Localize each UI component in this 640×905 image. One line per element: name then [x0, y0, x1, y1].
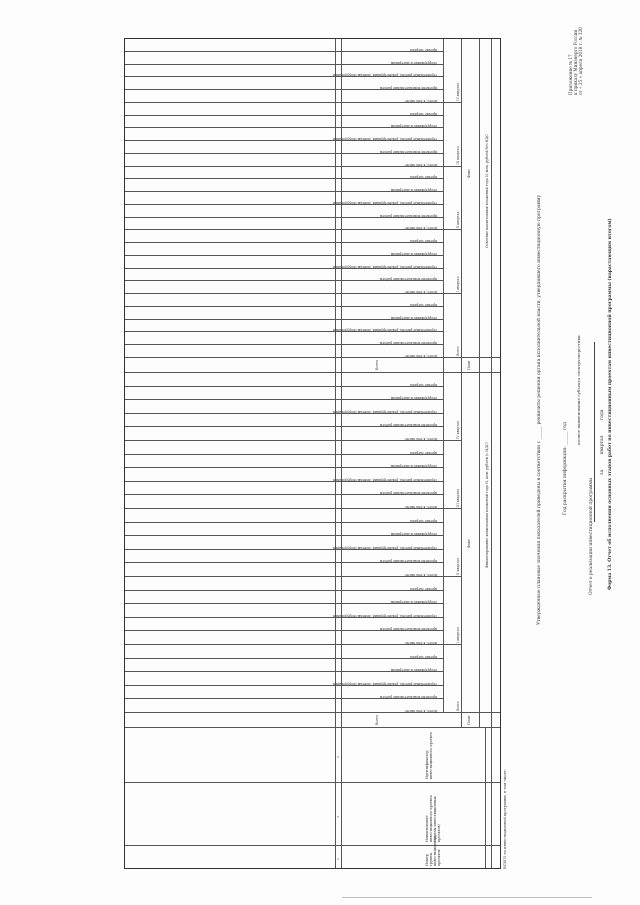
- col-divider: [125, 782, 500, 783]
- report-label: Отчет о реализации инвестиционной программы: [589, 477, 594, 595]
- fact-sub-col-label: прочие затраты: [410, 302, 437, 307]
- sub-col-divider: [125, 115, 443, 116]
- sub-col-divider: [125, 658, 443, 659]
- sub-col-divider: [125, 508, 443, 509]
- row-num-3: 3: [336, 756, 340, 758]
- plan-sub-col-label: Всего, в том числе:: [404, 505, 437, 509]
- plan-sub-col-label: строительные работы, реконструкция, монтаж оборудования: [333, 409, 437, 414]
- fact-sub-col-label: Всего, в том числе:: [404, 226, 437, 231]
- fact-sub-col-label: оборудование и материалы: [390, 315, 437, 320]
- row-num-1: 1: [336, 858, 340, 860]
- annex-number: Приложение № 17: [568, 54, 573, 95]
- fact-sub-col-label: Всего, в том числе:: [404, 290, 437, 295]
- sub-col-divider: [125, 522, 443, 523]
- plan-sub-col-label: прочие затраты: [410, 654, 437, 659]
- row-line: [485, 728, 486, 868]
- period-year: года: [600, 409, 605, 421]
- fact-quarter-label: II квартал: [456, 211, 460, 229]
- fact-sub-col-label: прочие затраты: [410, 111, 437, 116]
- quarter-row-line: [443, 39, 444, 713]
- total-label: Всего: [375, 714, 379, 725]
- fact-label: Факт: [467, 539, 471, 548]
- form-title: Форма 13. Отчет об исполнении основных этапов работ по инвестиционным проектам инвестиционной программы (нарастающим итогом): [608, 218, 613, 590]
- annex-block: [568, 27, 584, 95]
- plan-sub-col-label: Всего, в том числе:: [404, 641, 437, 645]
- plan-sub-col-label: строительные работы, реконструкция, монтаж оборудования: [333, 477, 437, 482]
- annex-order: к приказу Минэнерго России: [573, 29, 579, 95]
- fact-quarter-label: Всего: [456, 346, 460, 356]
- sub-col-divider: [125, 306, 443, 307]
- plan-sub-col-label: Всего, в том числе:: [404, 709, 437, 713]
- sub-col-divider: [125, 242, 443, 243]
- report-caption: полное наименование субъекта электроэнергетики: [576, 335, 581, 445]
- sub-col-divider: [125, 51, 443, 52]
- fact-sub-col-label: строительные работы, реконструкция, монтаж оборудования: [333, 137, 437, 142]
- fact-sub-col-label: прочие затраты: [410, 175, 437, 180]
- plan-sub-col-label: оборудование и материалы: [390, 396, 437, 401]
- fact-label-2: Факт: [467, 169, 471, 178]
- sub-col-divider: [125, 454, 443, 455]
- annex-date: от « 25 » апреля 2018 г. № 320: [578, 27, 584, 95]
- plan-sub-col-label: проектно-изыскательские работы: [379, 423, 437, 428]
- col-header-id: Идентификатор инвестиционного проекта: [425, 732, 433, 779]
- fact-sub-col-label: строительные работы, реконструкция, монтаж оборудования: [333, 264, 437, 269]
- plan-sub-col-label: оборудование и материалы: [390, 668, 437, 673]
- plan-sub-col-label: строительные работы, реконструкция, монтаж оборудования: [333, 545, 437, 550]
- sub-col-divider: [125, 712, 443, 713]
- plan-sub-col-label: прочие затраты: [410, 382, 437, 387]
- report-table: [124, 38, 501, 869]
- plan-sub-col-label: проектно-изыскательские работы: [379, 491, 437, 496]
- fact-sub-col-label: строительные работы, реконструкция, монтаж оборудования: [333, 73, 437, 78]
- plan-sub-col-label: строительные работы, реконструкция, монтаж оборудования: [333, 681, 437, 686]
- sub-col-divider: [125, 178, 443, 179]
- disclosure-year: Год раскрытия информации: ______ год: [563, 422, 568, 515]
- plan-label: План: [467, 715, 471, 725]
- fact-sub-col-label: проектно-изыскательские работы: [379, 341, 437, 346]
- footer-total-row: ВСЕГО по инвестиционной программе, в том числе:: [503, 769, 507, 869]
- plan-quarter-label: Всего: [456, 701, 460, 711]
- plan-quarter-label: IV квартал: [456, 421, 460, 439]
- scan-edge-line: [342, 897, 592, 898]
- fact-sub-col-label: проектно-изыскательские работы: [379, 277, 437, 282]
- plan-sub-col-label: прочие затраты: [410, 518, 437, 523]
- row-line: [491, 39, 492, 868]
- fact-group-header: Освоение капитальных вложений года N, млн. рублей без НДС: [485, 134, 489, 248]
- sub-col-divider: [125, 590, 443, 591]
- plan-sub-col-label: оборудование и материалы: [390, 532, 437, 537]
- fact-sub-col-label: строительные работы, реконструкция, монтаж оборудования: [333, 200, 437, 205]
- sub-col-divider: [125, 293, 443, 294]
- fact-sub-col-label: оборудование и материалы: [390, 124, 437, 129]
- group-row-line: [479, 39, 480, 728]
- plan-label-2: План: [467, 360, 471, 370]
- fact-sub-col-label: проектно-изыскательские работы: [379, 86, 437, 91]
- fact-sub-col-label: строительные работы, реконструкция, монтаж оборудования: [333, 328, 437, 333]
- approval-line: Утвержденные плановые значения показателей приведены в соответствии с ______ реквизиты решения органа исполнительной власти, утвердившего инвестиционную программу: [537, 194, 542, 625]
- col-divider: [125, 845, 500, 846]
- plan-sub-col-label: проектно-изыскательские работы: [379, 559, 437, 564]
- planfact-row-line: [461, 39, 462, 728]
- fact-sub-col-label: оборудование и материалы: [390, 188, 437, 193]
- plan-quarter-label: I квартал: [456, 627, 460, 643]
- plan-sub-col-label: Всего, в том числе:: [404, 437, 437, 441]
- plan-sub-col-label: оборудование и материалы: [390, 600, 437, 605]
- fact-sub-col-label: Всего, в том числе:: [404, 98, 437, 103]
- row-num-2: 2: [336, 816, 340, 818]
- fact-sub-col-label: Всего, в том числе:: [404, 354, 437, 358]
- plan-sub-col-label: оборудование и материалы: [390, 464, 437, 469]
- fact-sub-col-label: оборудование и материалы: [390, 251, 437, 256]
- fact-sub-col-label: Всего, в том числе:: [404, 162, 437, 167]
- fact-quarter-label: III квартал: [456, 146, 460, 165]
- plan-sub-col-label: проектно-изыскательские работы: [379, 627, 437, 632]
- fact-sub-col-label: проектно-изыскательские работы: [379, 149, 437, 154]
- plan-sub-col-label: Всего, в том числе:: [404, 573, 437, 577]
- fact-sub-col-label: проектно-изыскательские работы: [379, 213, 437, 218]
- sub-col-divider: [125, 166, 443, 167]
- sub-col-divider: [125, 229, 443, 230]
- fact-sub-col-label: прочие затраты: [410, 47, 437, 52]
- col-divider: [125, 727, 500, 728]
- fact-sub-col-label: прочие затраты: [410, 239, 437, 244]
- total-label-2: Всего: [375, 359, 379, 370]
- period-line: [600, 396, 605, 476]
- col-header-name: Наименование инвестиционного проекта (группы инвестиционных проектов): [425, 795, 441, 842]
- plan-group-header: Финансирование капитальных вложений года N, млн. рублей (с НДС): [485, 442, 489, 568]
- sub-col-divider: [125, 440, 443, 441]
- plan-sub-col-label: проектно-изыскательские работы: [379, 695, 437, 700]
- plan-sub-col-label: прочие затраты: [410, 586, 437, 591]
- fact-sub-col-label: оборудование и материалы: [390, 60, 437, 65]
- fact-quarter-label: IV квартал: [456, 82, 460, 101]
- plan-quarter-label: II квартал: [456, 558, 460, 575]
- period-prefix: за: [600, 469, 605, 475]
- fact-quarter-label: I квартал: [456, 276, 460, 293]
- plan-sub-col-label: прочие затраты: [410, 450, 437, 455]
- sub-col-divider: [125, 644, 443, 645]
- plan-sub-col-label: строительные работы, реконструкция, монтаж оборудования: [333, 613, 437, 618]
- col-header-num: Номер группы инвестиционных проектов: [425, 835, 441, 866]
- plan-quarter-label: III квартал: [456, 488, 460, 507]
- sub-col-divider: [125, 102, 443, 103]
- sub-col-divider: [125, 576, 443, 577]
- report-underline: [594, 342, 595, 522]
- period-quarter: квартал: [600, 435, 605, 455]
- sub-col-divider: [125, 386, 443, 387]
- sub-col-divider: [125, 357, 443, 358]
